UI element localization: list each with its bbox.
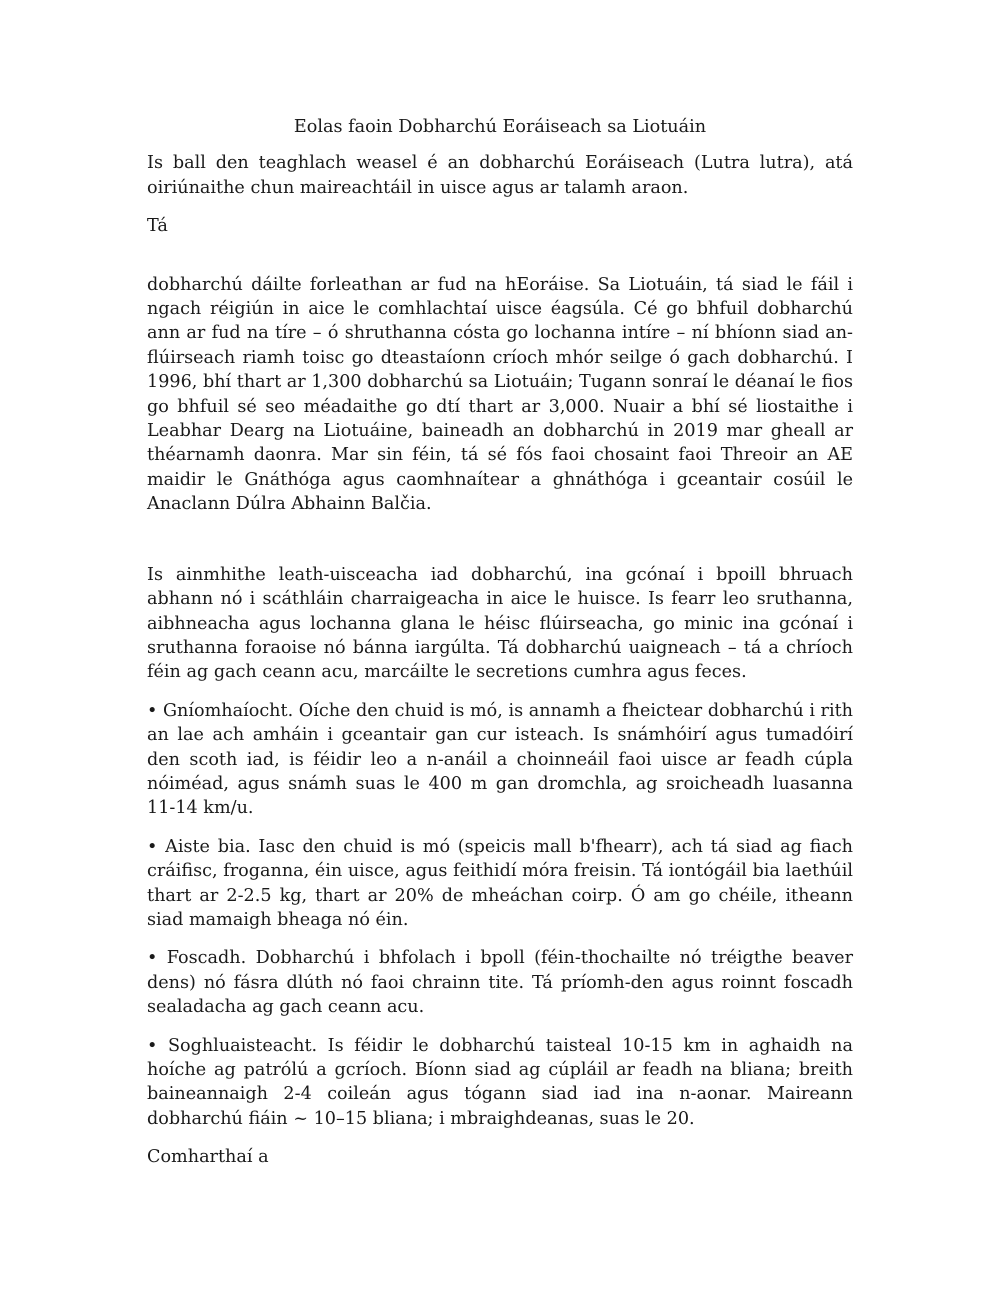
bullet-activity: • Gníomhaíocht. Oíche den chuid is mó, is annamh a fheictear dobharchú i rith an lae ach amháin i gceantair gan cur isteach. Is snámhóirí agus tumadóirí den scoth iad, is féidir leo a n-anáil a choinneáil faoi uisce ar feadh cúpla nóiméad, agus snámh suas le 400 m gan dromchla, ag sroicheadh luasanna 11-14 km/u. [147, 700, 853, 819]
document-title: Eolas faoin Dobharchú Eoráiseach sa Liotuáin [293, 117, 707, 137]
paragraph-fragment: Tá [147, 216, 168, 237]
blank-space [147, 517, 853, 563]
bullet-shelter: • Foscadh. Dobharchú i bhfolach i bpoll (féin-thochailte nó tréigthe beaver dens) nó fásra dlúth nó faoi chrainn tite. Tá príomh-den agus roinnt foscadh sealadacha ag gach ceann acu. [147, 948, 853, 1018]
bullet-mobility: • Soghluaisteacht. Is féidir le dobharchú taisteal 10-15 km in aghaidh na hoíche ag patrólú a gcríoch. Bíonn siad ag cúpláil ar feadh na bliana; breith baineannaigh 2-4 coileán agus tógann siad iad ina n-aonar. Maireann dobharchú fiáin ~ 10–15 bliana; i mbraighdeanas, suas le 20. [147, 1035, 853, 1129]
paragraph-signs: Comharthaí a [147, 1147, 269, 1168]
document-page [147, 115, 853, 1170]
bullet-diet: • Aiste bia. Iasc den chuid is mó (speicis mall b'fhearr), ach tá siad ag fiach cráifisc, froganna, éin uisce, agus feithidí móra freisin. Tá iontógáil bia laethúil thart ar 2-2.5 kg, thart ar 20% de mheáchan coirp. Ó am go chéile, itheann siad mamaigh bheaga nó éin. [147, 836, 853, 930]
paragraph-intro: Is ball den teaghlach weasel é an dobharchú Eoráiseach (Lutra lutra), atá oiriúnaithe chun maireachtáil in uisce agus ar talamh araon. [147, 153, 853, 198]
paragraph-habitat: Is ainmhithe leath-uisceacha iad dobharchú, ina gcónaí i bpoill bhruach abhann nó i scáthláin charraigeacha in aice le huisce. Is fearr leo sruthanna, aibhneacha agus lochanna glana le héisc flúirseacha, go minic ina gcónaí i sruthanna foraoise nó bánna iargúlta. Tá dobharchú uaigneach – tá a chríoch féin ag gach ceann acu, marcáilte le secretions cumhra agus feces. [147, 564, 853, 683]
paragraph-distribution: dobharchú dáilte forleathan ar fud na hEoráise. Sa Liotuáin, tá siad le fáil i ngach réigiún in aice le comhlachtaí uisce éagsúla. Cé go bhfuil dobharchú ann ar fud na tíre – ó shruthanna cósta go lochanna intíre – ní bhíonn siad an-flúirseach riamh toisc go dteastaíonn críoch mhór seilge ó gach dobharchú. I 1996, bhí thart ar 1,300 dobharchú sa Liotuáin; Tugann sonraí le déanaí le fios go bhfuil sé seo méadaithe go dtí thart ar 3,000. Nuair a bhí sé liostaithe i Leabhar Dearg na Liotuáine, baineadh an dobharchú in 2019 mar gheall ar théarnamh daonra. Mar sin féin, tá sé fós faoi chosaint faoi Threoir an AE maidir le Gnáthóga agus caomhnaítear a ghnáthóga i gceantair cosúil le Anaclann Dúlra Abhainn Balčia. [147, 274, 853, 515]
